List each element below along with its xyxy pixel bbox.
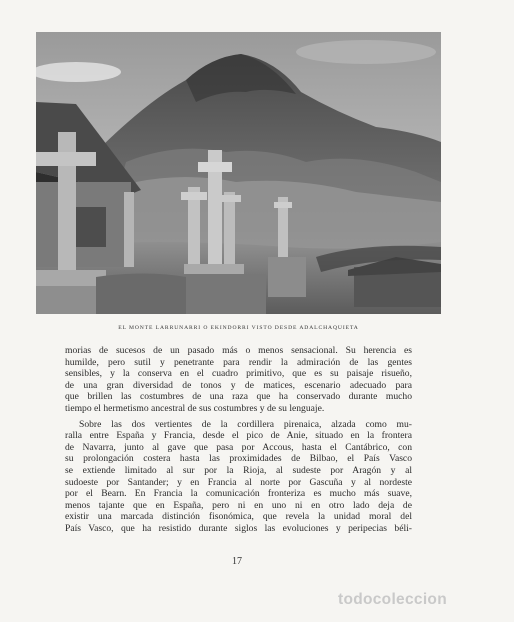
watermark-logo: todocoleccion	[338, 591, 447, 608]
text-line: de una gran diversidad de tonos y de matices, escenario adecuado para	[65, 379, 412, 391]
text-line: morias de sucesos de un pasado más o menos sensacional. Su herencia es	[65, 345, 412, 356]
text-line: tiempo el hermetismo ancestral de sus costumbres y de su lenguaje.	[65, 402, 325, 414]
text-line: sudoeste por Santander; y en Francia al norte por Gascuña y al nordeste	[65, 476, 412, 488]
page-number: 17	[232, 556, 242, 567]
text-line: sensibles, y la conserva en el cuadro primitivo, que es su paisaje risueño,	[65, 368, 412, 380]
text-line: Sobre las dos vertientes de la cordillera pirenaica, alzada como mu-	[79, 418, 412, 430]
text-line: existir una marcada distinción fisonómica, que revela la unidad moral del	[65, 511, 412, 523]
landscape-photo	[36, 32, 441, 314]
paragraph-1	[65, 345, 412, 415]
body-text	[65, 345, 412, 535]
text-line: que brillen las costumbres de una raza que ha conservado durante mucho	[65, 391, 412, 403]
text-line: País Vasco, que ha resistido durante siglos las evoluciones y peripecias béli-	[65, 522, 412, 534]
text-line: humilde, pero sutil y penetrante para rendir la admiración de las gentes	[65, 356, 412, 368]
text-line: de Navarra, junto al gave que pasa por Accous, hasta el Cantábrico, con	[65, 441, 412, 453]
paragraph-2	[65, 419, 412, 535]
photo-caption: EL MONTE LARRUNARRI O EKINDORRI VISTO DESDE ADALCHAQUIETA	[118, 325, 359, 331]
text-line: su prolongación costera hasta las proximidades de Bilbao, el País Vasco	[65, 453, 412, 465]
text-line: menos tajante que en España, pero ni en uno ni en otro lado deja de	[65, 499, 412, 511]
text-line: por el Bearn. En Francia la comunicación fronteriza es mucho más suave,	[65, 488, 412, 500]
text-line: ralla entre España y Francia, desde el pico de Anie, situado en la frontera	[65, 430, 412, 442]
text-line: se extiende limitado al sur por la Rioja, al sudeste por Aragón y al	[65, 464, 412, 476]
mountain-landscape-photo-icon	[36, 32, 441, 314]
